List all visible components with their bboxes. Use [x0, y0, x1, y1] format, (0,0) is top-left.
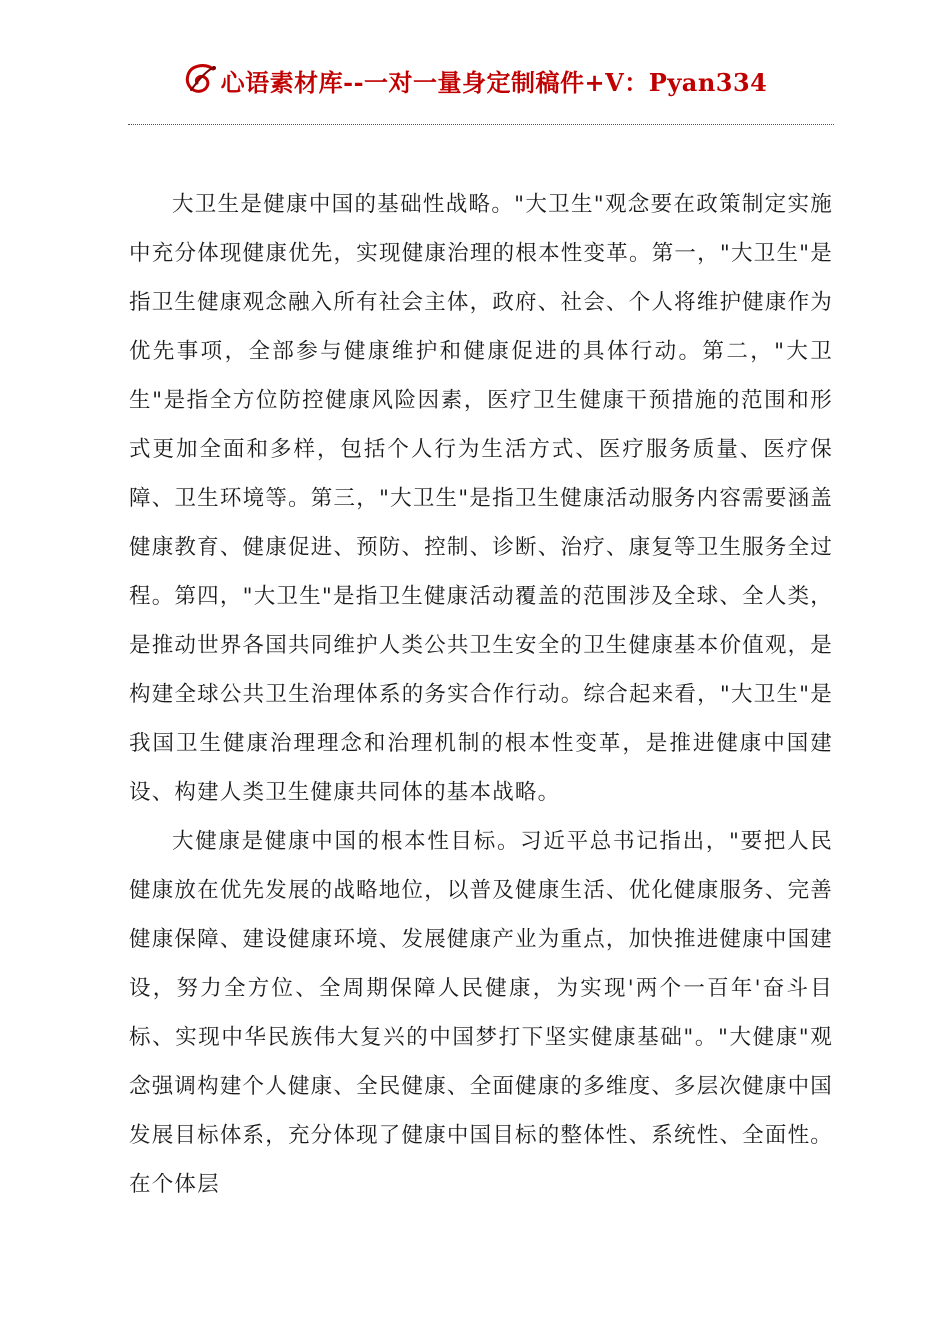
swirl-logo-icon: [183, 63, 219, 97]
paragraph-2: 大健康是健康中国的根本性目标。习近平总书记指出，"要把人民健康放在优先发展的战略地位，以普及健康生活、优化健康服务、完善健康保障、建设健康环境、发展健康产业为重点，加快推进健康中国建设，努力全方位、全周期保障人民健康，为实现'两个一百年'奋斗目标、实现中华民族伟大复兴的中国梦打下坚实健康基础"。"大健康"观念强调构建个人健康、全民健康、全面健康的多维度、多层次健康中国发展目标体系，充分体现了健康中国目标的整体性、系统性、全面性。在个体层: [129, 829, 833, 1197]
header-divider: [128, 124, 834, 125]
document-body: [129, 180, 833, 1209]
paragraph-1: 大卫生是健康中国的基础性战略。"大卫生"观念要在政策制定实施中充分体现健康优先，实现健康治理的根本性变革。第一，"大卫生"是指卫生健康观念融入所有社会主体，政府、社会、个人将维护健康作为优先事项，全部参与健康维护和健康促进的具体行动。第二，"大卫生"是指全方位防控健康风险因素，医疗卫生健康干预措施的范围和形式更加全面和多样，包括个人行为生活方式、医疗服务质量、医疗保障、卫生环境等。第三，"大卫生"是指卫生健康活动服务内容需要涵盖健康教育、健康促进、预防、控制、诊断、治疗、康复等卫生服务全过程。第四，"大卫生"是指卫生健康活动覆盖的范围涉及全球、全人类，是推动世界各国共同维护人类公共卫生安全的卫生健康基本价值观，是构建全球公共卫生治理体系的务实合作行动。综合起来看，"大卫生"是我国卫生健康治理理念和治理机制的根本性变革，是推进健康中国建设、构建人类卫生健康共同体的基本战略。: [129, 192, 833, 805]
header-title: 心语素材库--一对一量身定制稿件+V：Pyan334: [220, 67, 768, 97]
page-header: [0, 58, 950, 102]
